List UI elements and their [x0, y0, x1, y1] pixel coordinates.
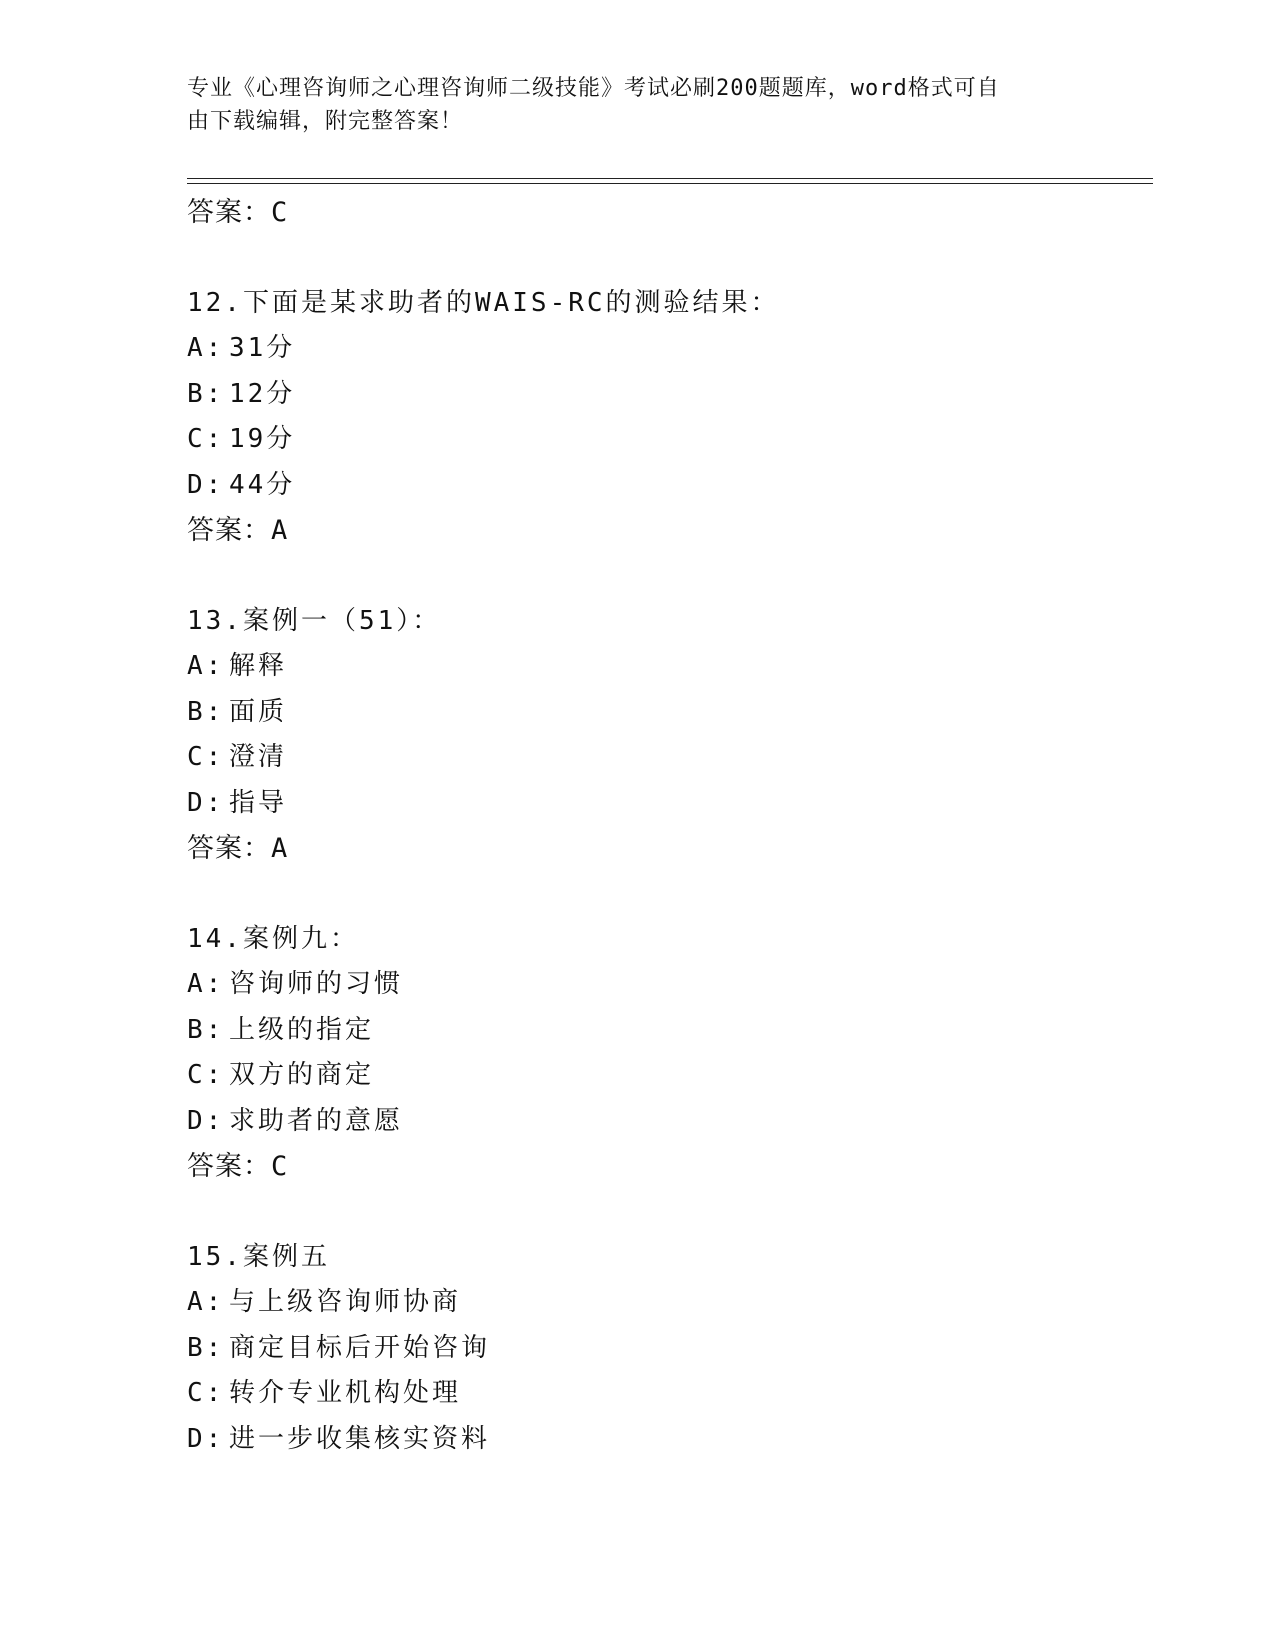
option-a: A: 解释: [187, 651, 288, 681]
option-c: C: 19分: [187, 424, 296, 454]
option-b: B: 面质: [187, 696, 288, 727]
answer-q11: 答案：C: [187, 197, 289, 228]
question-stem: 13.案例一（51）：: [187, 605, 442, 636]
option-d: D: 44分: [187, 469, 296, 500]
answer-q13: 答案：A: [187, 833, 289, 864]
question-12: [187, 281, 1147, 554]
header-line-2: 由下载编辑，附完整答案！: [187, 109, 464, 134]
question-stem: 14.案例九：: [187, 923, 359, 954]
header-rule-bottom: [187, 183, 1153, 184]
option-c: C: 双方的商定: [187, 1060, 375, 1090]
option-b: B: 上级的指定: [187, 1014, 375, 1045]
header-rule-top: [187, 178, 1153, 179]
header-line-1: 专业《心理咨询师之心理咨询师二级技能》考试必刷200题题库，word格式可自: [187, 76, 1000, 101]
option-d: D: 指导: [187, 787, 288, 818]
option-a: A: 与上级咨询师协商: [187, 1287, 462, 1317]
document-header: [187, 72, 1087, 138]
answer-q14: 答案：C: [187, 1151, 289, 1182]
option-a: A: 咨询师的习惯: [187, 969, 404, 999]
option-b: B: 12分: [187, 378, 296, 409]
option-d: D: 求助者的意愿: [187, 1105, 404, 1136]
option-c: C: 转介专业机构处理: [187, 1378, 462, 1408]
question-13: [187, 599, 1147, 872]
question-14: [187, 917, 1147, 1190]
option-b: B: 商定目标后开始咨询: [187, 1332, 491, 1363]
question-list: [187, 190, 1147, 1462]
answer-q12: 答案：A: [187, 515, 289, 546]
question-stem: 12.下面是某求助者的WAIS-RC的测验结果：: [187, 287, 780, 318]
question-15: [187, 1235, 1147, 1463]
option-d: D: 进一步收集核实资料: [187, 1423, 491, 1454]
option-a: A: 31分: [187, 333, 296, 363]
question-stem: 15.案例五: [187, 1241, 330, 1272]
option-c: C: 澄清: [187, 742, 288, 772]
